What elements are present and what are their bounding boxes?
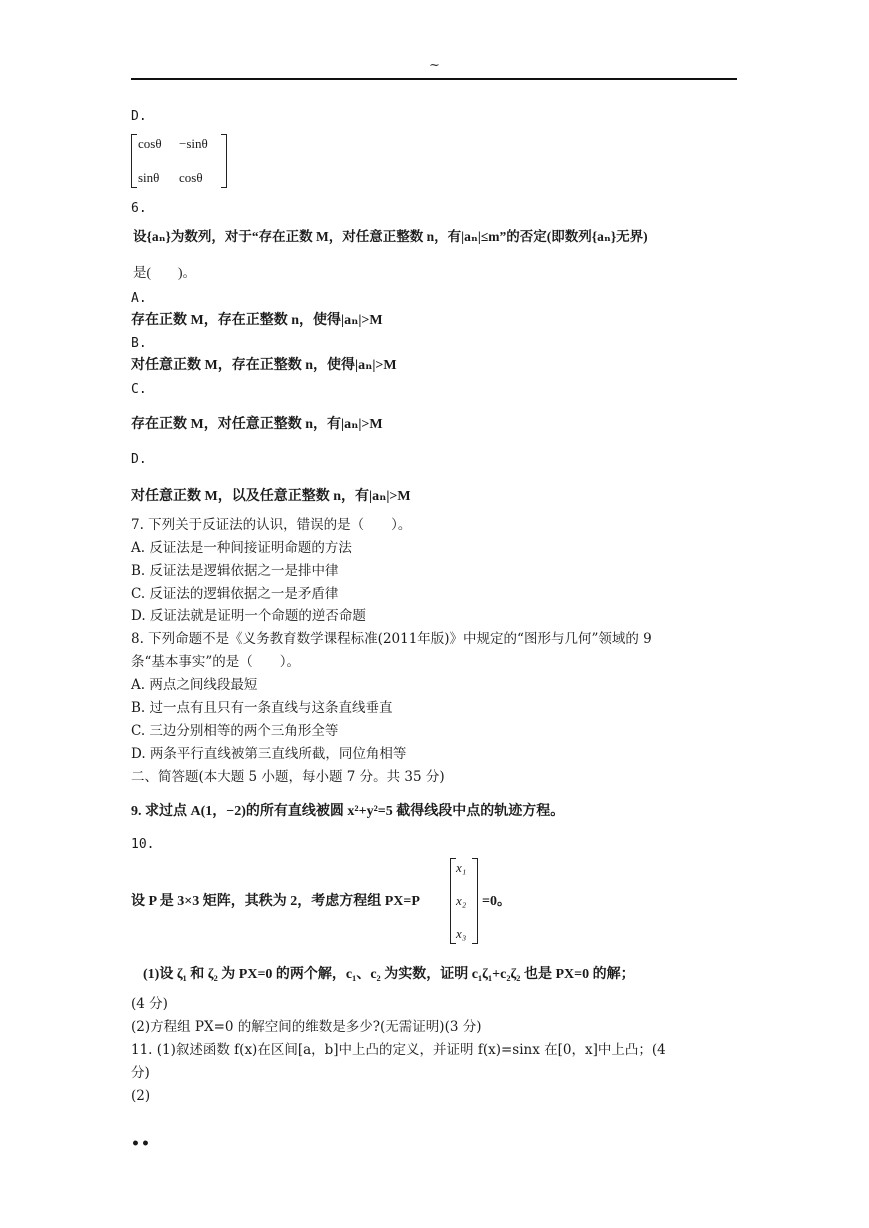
q11-line3: (2) — [131, 1088, 151, 1104]
column-vector-x — [450, 858, 478, 944]
vector-cell-x1: x₁ — [456, 860, 467, 875]
q10-tail: =0。 — [482, 894, 511, 909]
q6-number: 6. — [131, 201, 147, 216]
q7-stem: 7. 下列关于反证法的认识，错误的是（ ）。 — [131, 517, 412, 533]
q10-part2: (2)方程组 PX=0 的解空间的维数是多少?(无需证明)(3 分) — [131, 1019, 482, 1035]
rotation-matrix — [131, 134, 227, 188]
q10-part1: (1)设 ζ₁ 和 ζ₂ 为 PX=0 的两个解，c₁、c₂ 为实数，证明 c₁ζ₁+c₂ζ₂ 也是 PX=0 的解； — [143, 967, 635, 982]
matrix-cell-r2c2: cosθ — [179, 170, 203, 185]
q6-stem-cont: 是( )。 — [133, 265, 196, 280]
q6-option-c-label: C. — [131, 382, 147, 397]
q10-lead: 设 P 是 3×3 矩阵，其秩为 2，考虑方程组 PX=P — [131, 894, 420, 909]
q6-option-b-text: 对任意正数 M，存在正整数 n，使得|aₙ|>M — [131, 358, 397, 373]
matrix-cell-r1c2: −sinθ — [179, 136, 208, 151]
q8-option-c: C. 三边分别相等的两个三角形全等 — [131, 723, 339, 739]
q8-stem-line1: 8. 下列命题不是《义务教育数学课程标准(2011年版)》中规定的“图形与几何”领域的 9 — [131, 631, 652, 647]
q8-option-b: B. 过一点有且只有一条直线与这条直线垂直 — [131, 700, 393, 716]
vector-cell-x2: x₂ — [456, 893, 467, 908]
q5-option-d-label: D. — [131, 109, 147, 124]
q7-option-a: A. 反证法是一种间接证明命题的方法 — [131, 540, 352, 556]
q11-line2: 分) — [131, 1065, 150, 1081]
q6-option-c-text: 存在正数 M，对任意正整数 n，有|aₙ|>M — [131, 417, 383, 432]
matrix-cell-r1c1: cosθ — [138, 136, 162, 151]
vector-right-bracket — [472, 858, 478, 944]
q11-line1: 11. (1)叙述函数 f(x)在区间[a，b]中上凸的定义，并证明 f(x)=sinx 在[0，x]中上凸；(4 — [131, 1042, 666, 1058]
q6-option-a-label: A. — [131, 291, 147, 306]
q9-text: 9. 求过点 A(1，−2)的所有直线被圆 x²+y²=5 截得线段中点的轨迹方程。 — [131, 804, 565, 819]
q7-option-d: D. 反证法就是证明一个命题的逆否命题 — [131, 608, 366, 624]
q6-option-d-text: 对任意正数 M，以及任意正整数 n，有|aₙ|>M — [131, 489, 411, 504]
q6-stem: 设{aₙ}为数列，对于“存在正数 M，对任意正整数 n，有|aₙ|≤m”的否定(即数列{aₙ}无界) — [133, 229, 648, 244]
section-title: 二、简答题(本大题 5 小题，每小题 7 分。共 35 分) — [131, 769, 445, 785]
q8-option-a: A. 两点之间线段最短 — [131, 677, 258, 693]
q6-option-d-label: D. — [131, 452, 147, 467]
header-mark: ~ — [429, 58, 440, 73]
q7-option-b: B. 反证法是逻辑依据之一是排中律 — [131, 563, 339, 579]
q6-option-b-label: B. — [131, 336, 147, 351]
vector-cell-x3: x₃ — [456, 926, 467, 941]
matrix-cell-r2c1: sinθ — [138, 170, 160, 185]
header-rule — [131, 78, 737, 80]
q7-option-c: C. 反证法的逻辑依据之一是矛盾律 — [131, 586, 339, 602]
q10-number: 10. — [131, 837, 155, 852]
q6-option-a-text: 存在正数 M，存在正整数 n，使得|aₙ|>M — [131, 313, 383, 328]
q8-option-d: D. 两条平行直线被第三直线所截，同位角相等 — [131, 746, 407, 762]
footer-mark: •• — [131, 1136, 151, 1152]
q8-stem-line2: 条“基本事实”的是（ ）。 — [131, 654, 301, 670]
matrix-left-bracket — [131, 134, 137, 188]
q10-part1-score: (4 分) — [131, 996, 168, 1012]
matrix-right-bracket — [221, 134, 227, 188]
